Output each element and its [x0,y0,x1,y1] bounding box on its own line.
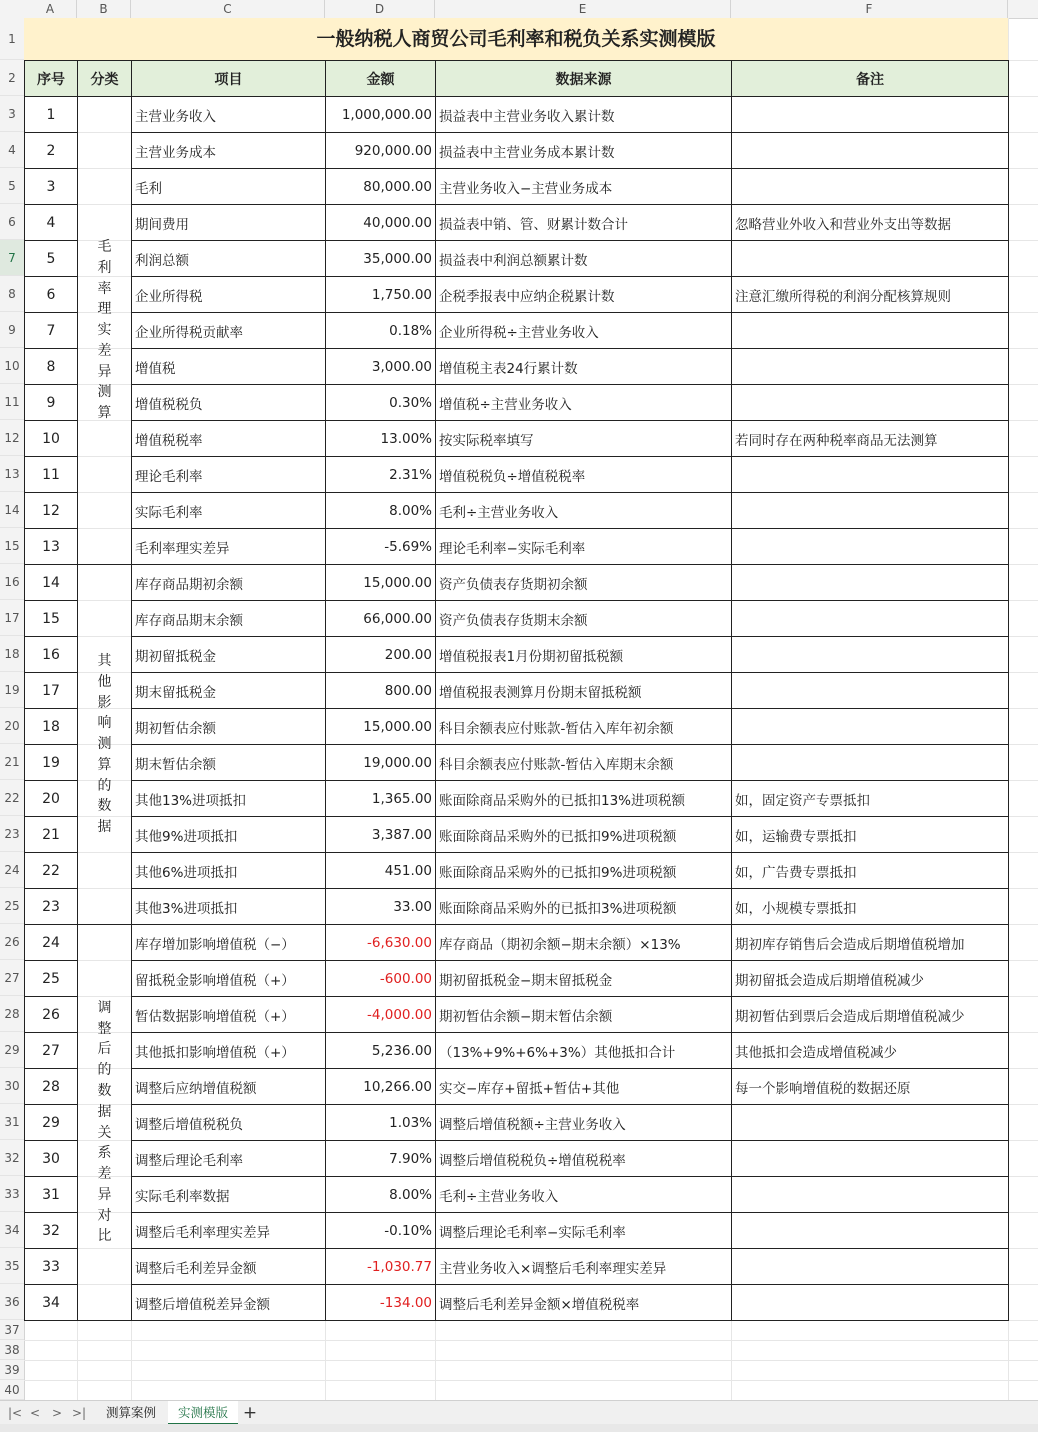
item-cell[interactable]: 理论毛利率 [132,457,326,493]
remark-cell[interactable]: 注意汇缴所得税的利润分配核算规则 [732,277,1009,313]
remark-cell[interactable] [732,673,1009,709]
source-cell[interactable]: 期初暂估余额−期末暂估余额 [436,997,732,1033]
amount-cell[interactable]: 800.00 [326,673,436,709]
row-header[interactable]: 3 [0,96,24,132]
column-header[interactable]: A [24,0,77,18]
item-cell[interactable]: 企业所得税 [132,277,326,313]
table-row [25,241,1009,277]
item-cell[interactable]: 库存商品期初余额 [132,565,326,601]
item-cell[interactable]: 增值税税率 [132,421,326,457]
row-header[interactable]: 34 [0,1212,24,1248]
amount-cell[interactable]: -6,630.00 [326,925,436,961]
next-sheet-button[interactable]: > [52,1406,63,1420]
row-header[interactable]: 9 [0,312,24,348]
row-number-cell[interactable]: 9 [25,385,78,421]
column-header[interactable]: E [435,0,731,18]
source-cell[interactable]: 资产负债表存货期初余额 [436,565,732,601]
remark-cell[interactable] [732,529,1009,565]
column-header-bar [0,0,1038,19]
row-number-cell[interactable]: 13 [25,529,78,565]
table-row [25,889,1009,925]
row-header[interactable]: 28 [0,996,24,1032]
table-row [25,997,1009,1033]
remark-cell[interactable]: 忽略营业外收入和营业外支出等数据 [732,205,1009,241]
header-category[interactable]: 分类 [78,61,132,97]
amount-cell[interactable]: -1,030.77 [326,1249,436,1285]
row-number-cell[interactable]: 25 [25,961,78,997]
source-cell[interactable]: 增值税÷主营业务收入 [436,385,732,421]
remark-cell[interactable] [732,385,1009,421]
source-cell[interactable]: 企业所得税÷主营业务收入 [436,313,732,349]
item-cell[interactable]: 期初留抵税金 [132,637,326,673]
remark-cell[interactable]: 期初留抵会造成后期增值税减少 [732,961,1009,997]
row-header[interactable]: 19 [0,672,24,708]
amount-cell[interactable]: 920,000.00 [326,133,436,169]
source-cell[interactable]: 账面除商品采购外的已抵扣13%进项税额 [436,781,732,817]
table-row [25,421,1009,457]
row-number-cell[interactable]: 31 [25,1177,78,1213]
item-cell[interactable]: 调整后毛利差异金额 [132,1249,326,1285]
row-header[interactable]: 40 [0,1380,24,1400]
source-cell[interactable]: 实交−库存+留抵+暂估+其他 [436,1069,732,1105]
remark-cell[interactable] [732,1177,1009,1213]
source-cell[interactable]: 科目余额表应付账款-暂估入库期末余额 [436,745,732,781]
item-cell[interactable]: 其他9%进项抵扣 [132,817,326,853]
row-number-cell[interactable]: 29 [25,1105,78,1141]
gridline [24,1340,1038,1341]
amount-cell[interactable]: 0.30% [326,385,436,421]
source-cell[interactable]: 增值税税负÷增值税税率 [436,457,732,493]
table-row [25,205,1009,241]
row-header[interactable]: 35 [0,1248,24,1284]
amount-cell[interactable]: 7.90% [326,1141,436,1177]
table-row [25,709,1009,745]
row-header[interactable]: 4 [0,132,24,168]
row-header[interactable]: 7 [0,240,24,276]
remark-cell[interactable]: 每一个影响增值税的数据还原 [732,1069,1009,1105]
amount-cell[interactable]: 8.00% [326,493,436,529]
remark-cell[interactable] [732,349,1009,385]
row-number-cell[interactable]: 17 [25,673,78,709]
item-cell[interactable]: 留抵税金影响增值税（+） [132,961,326,997]
row-header[interactable]: 21 [0,744,24,780]
amount-cell[interactable]: 15,000.00 [326,565,436,601]
item-cell[interactable]: 调整后增值税差异金额 [132,1285,326,1321]
row-number-cell[interactable]: 27 [25,1033,78,1069]
prev-sheet-button[interactable]: < [30,1406,41,1420]
row-header[interactable]: 23 [0,816,24,852]
item-cell[interactable]: 调整后增值税税负 [132,1105,326,1141]
row-header[interactable]: 31 [0,1104,24,1140]
row-number-cell[interactable]: 32 [25,1213,78,1249]
remark-cell[interactable]: 如，固定资产专票抵扣 [732,781,1009,817]
row-number-cell[interactable]: 8 [25,349,78,385]
row-header[interactable]: 39 [0,1360,24,1380]
amount-cell[interactable]: 1,750.00 [326,277,436,313]
item-cell[interactable]: 期末留抵税金 [132,673,326,709]
sheet-tab-template[interactable]: 实测模版 [168,1401,238,1425]
source-cell[interactable]: 调整后增值税税负÷增值税税率 [436,1141,732,1177]
category-cell[interactable] [78,97,132,565]
table-row [25,169,1009,205]
amount-cell[interactable]: 40,000.00 [326,205,436,241]
row-header[interactable]: 6 [0,204,24,240]
table-row [25,385,1009,421]
row-header[interactable]: 15 [0,528,24,564]
column-header[interactable]: B [77,0,131,18]
row-header[interactable]: 26 [0,924,24,960]
source-cell[interactable]: 账面除商品采购外的已抵扣9%进项税额 [436,853,732,889]
row-number-cell[interactable]: 1 [25,97,78,133]
source-cell[interactable]: 增值税报表测算月份期末留抵税额 [436,673,732,709]
table-row [25,961,1009,997]
remark-cell[interactable] [732,637,1009,673]
item-cell[interactable]: 期末暂估余额 [132,745,326,781]
row-number-cell[interactable]: 7 [25,313,78,349]
source-cell[interactable]: 资产负债表存货期末余额 [436,601,732,637]
source-cell[interactable]: 期初留抵税金−期末留抵税金 [436,961,732,997]
remark-cell[interactable] [732,1141,1009,1177]
item-cell[interactable]: 增值税税负 [132,385,326,421]
source-cell[interactable]: 调整后增值税额÷主营业务收入 [436,1105,732,1141]
amount-cell[interactable]: 80,000.00 [326,169,436,205]
remark-cell[interactable]: 期初库存销售后会造成后期增值税增加 [732,925,1009,961]
row-header[interactable]: 16 [0,564,24,600]
table-row [25,1285,1009,1321]
amount-cell[interactable]: -600.00 [326,961,436,997]
source-cell[interactable]: 损益表中主营业务成本累计数 [436,133,732,169]
table-row [25,457,1009,493]
row-number-cell[interactable]: 5 [25,241,78,277]
gridline [24,1380,1038,1381]
source-cell[interactable]: 损益表中销、管、财累计数合计 [436,205,732,241]
row-header[interactable]: 11 [0,384,24,420]
item-cell[interactable]: 利润总额 [132,241,326,277]
source-cell[interactable]: 毛利÷主营业务收入 [436,493,732,529]
item-cell[interactable]: 其他抵扣影响增值税（+） [132,1033,326,1069]
amount-cell[interactable]: 66,000.00 [326,601,436,637]
table-row [25,133,1009,169]
category-label: 其他影响测算的数据 [97,652,112,836]
amount-cell[interactable]: 2.31% [326,457,436,493]
item-cell[interactable]: 其他13%进项抵扣 [132,781,326,817]
row-number-cell[interactable]: 22 [25,853,78,889]
column-header[interactable]: D [325,0,435,18]
table-row [25,673,1009,709]
row-number-cell[interactable]: 23 [25,889,78,925]
row-header[interactable]: 14 [0,492,24,528]
table-row [25,745,1009,781]
category-label: 调整后的数据关系差异对比 [97,999,112,1245]
table-row [25,313,1009,349]
item-cell[interactable]: 期初暂估余额 [132,709,326,745]
column-header[interactable]: F [731,0,1008,18]
row-number-cell[interactable]: 12 [25,493,78,529]
item-cell[interactable]: 其他6%进项抵扣 [132,853,326,889]
sheet-tab-cases[interactable]: 测算案例 [105,1405,156,1420]
row-header[interactable]: 27 [0,960,24,996]
row-number-cell[interactable]: 21 [25,817,78,853]
amount-cell[interactable]: -4,000.00 [326,997,436,1033]
row-header[interactable]: 37 [0,1320,24,1340]
amount-cell[interactable]: 3,387.00 [326,817,436,853]
table-row [25,637,1009,673]
item-cell[interactable]: 毛利率理实差异 [132,529,326,565]
amount-cell[interactable]: 1,000,000.00 [326,97,436,133]
remark-cell[interactable] [732,1105,1009,1141]
row-number-cell[interactable]: 30 [25,1141,78,1177]
remark-cell[interactable] [732,1285,1009,1321]
category-label: 毛利率理实差异测算 [97,238,112,422]
row-header[interactable]: 8 [0,276,24,312]
remark-cell[interactable] [732,457,1009,493]
amount-cell[interactable]: 13.00% [326,421,436,457]
remark-cell[interactable] [732,493,1009,529]
table-row [25,97,1009,133]
category-cell[interactable] [78,565,132,925]
table-row [25,1249,1009,1285]
remark-cell[interactable] [732,1249,1009,1285]
item-cell[interactable]: 实际毛利率数据 [132,1177,326,1213]
amount-cell[interactable]: -134.00 [326,1285,436,1321]
source-cell[interactable]: 增值税报表1月份期初留抵税额 [436,637,732,673]
item-cell[interactable]: 期间费用 [132,205,326,241]
source-cell[interactable]: 损益表中主营业务收入累计数 [436,97,732,133]
remark-cell[interactable]: 期初暂估到票后会造成后期增值税减少 [732,997,1009,1033]
amount-cell[interactable]: -0.10% [326,1213,436,1249]
item-cell[interactable]: 增值税 [132,349,326,385]
row-number-cell[interactable]: 26 [25,997,78,1033]
source-cell[interactable]: （13%+9%+6%+3%）其他抵扣合计 [436,1033,732,1069]
row-number-cell[interactable]: 3 [25,169,78,205]
table-row [25,853,1009,889]
source-cell[interactable]: 理论毛利率−实际毛利率 [436,529,732,565]
source-cell[interactable]: 调整后理论毛利率−实际毛利率 [436,1213,732,1249]
remark-cell[interactable] [732,1213,1009,1249]
sheet-tab-bar [0,1400,1038,1425]
remark-cell[interactable] [732,745,1009,781]
first-sheet-button[interactable]: |< [8,1406,23,1420]
row-header-bar [0,18,25,1400]
remark-cell[interactable] [732,97,1009,133]
row-header[interactable]: 33 [0,1176,24,1212]
add-sheet-button[interactable]: + [242,1403,258,1423]
item-cell[interactable]: 其他3%进项抵扣 [132,889,326,925]
row-header[interactable]: 20 [0,708,24,744]
table-row [25,1177,1009,1213]
item-cell[interactable]: 毛利 [132,169,326,205]
row-header[interactable]: 22 [0,780,24,816]
remark-cell[interactable] [732,133,1009,169]
table-row [25,925,1009,961]
table-row [25,349,1009,385]
row-number-cell[interactable]: 18 [25,709,78,745]
remark-cell[interactable] [732,709,1009,745]
amount-cell[interactable]: 10,266.00 [326,1069,436,1105]
remark-cell[interactable] [732,565,1009,601]
table-row [25,493,1009,529]
status-bar [0,1424,1038,1432]
row-number-cell[interactable]: 28 [25,1069,78,1105]
source-cell[interactable]: 账面除商品采购外的已抵扣9%进项税额 [436,817,732,853]
remark-cell[interactable] [732,601,1009,637]
row-number-cell[interactable]: 24 [25,925,78,961]
table-row [25,781,1009,817]
amount-cell[interactable]: 0.18% [326,313,436,349]
item-cell[interactable]: 库存商品期末余额 [132,601,326,637]
remark-cell[interactable]: 其他抵扣会造成增值税减少 [732,1033,1009,1069]
row-header[interactable]: 5 [0,168,24,204]
table-row [25,817,1009,853]
row-number-cell[interactable]: 15 [25,601,78,637]
header-source[interactable]: 数据来源 [436,61,732,97]
table-row [25,565,1009,601]
remark-cell[interactable]: 如，广告费专票抵扣 [732,853,1009,889]
column-header[interactable]: C [131,0,325,18]
table-row [25,1069,1009,1105]
row-number-cell[interactable]: 33 [25,1249,78,1285]
source-cell[interactable]: 按实际税率填写 [436,421,732,457]
row-header[interactable]: 18 [0,636,24,672]
row-header[interactable]: 24 [0,852,24,888]
row-header[interactable]: 32 [0,1140,24,1176]
table-row [25,1105,1009,1141]
header-remark[interactable]: 备注 [732,61,1009,97]
row-header[interactable]: 2 [0,60,24,96]
table-row [25,1141,1009,1177]
row-header[interactable]: 13 [0,456,24,492]
source-cell[interactable]: 科目余额表应付账款-暂估入库年初余额 [436,709,732,745]
row-header[interactable]: 25 [0,888,24,924]
row-header[interactable]: 12 [0,420,24,456]
row-number-cell[interactable]: 20 [25,781,78,817]
source-cell[interactable]: 调整后毛利差异金额×增值税税率 [436,1285,732,1321]
table-row [25,1213,1009,1249]
sheet-title[interactable]: 一般纳税人商贸公司毛利率和税负关系实测模版 [24,18,1008,61]
gridline [24,1360,1038,1361]
amount-cell[interactable]: 3,000.00 [326,349,436,385]
amount-cell[interactable]: 8.00% [326,1177,436,1213]
table-row [25,529,1009,565]
row-number-cell[interactable]: 4 [25,205,78,241]
remark-cell[interactable]: 如，小规模专票抵扣 [732,889,1009,925]
row-number-cell[interactable]: 19 [25,745,78,781]
item-cell[interactable]: 库存增加影响增值税（−） [132,925,326,961]
source-cell[interactable]: 损益表中利润总额累计数 [436,241,732,277]
remark-cell[interactable] [732,169,1009,205]
remark-cell[interactable] [732,313,1009,349]
last-sheet-button[interactable]: >| [72,1406,87,1420]
item-cell[interactable]: 企业所得税贡献率 [132,313,326,349]
source-cell[interactable]: 库存商品（期初余额−期末余额）×13% [436,925,732,961]
row-number-cell[interactable]: 10 [25,421,78,457]
source-cell[interactable]: 账面除商品采购外的已抵扣3%进项税额 [436,889,732,925]
item-cell[interactable]: 暂估数据影响增值税（+） [132,997,326,1033]
row-number-cell[interactable]: 11 [25,457,78,493]
row-header[interactable]: 38 [0,1340,24,1360]
item-cell[interactable]: 调整后毛利率理实差异 [132,1213,326,1249]
category-cell[interactable] [78,925,132,1321]
item-cell[interactable]: 主营业务成本 [132,133,326,169]
data-table [24,60,1009,1321]
row-number-cell[interactable]: 6 [25,277,78,313]
remark-cell[interactable]: 若同时存在两种税率商品无法测算 [732,421,1009,457]
item-cell[interactable]: 实际毛利率 [132,493,326,529]
amount-cell[interactable]: 33.00 [326,889,436,925]
amount-cell[interactable]: 1.03% [326,1105,436,1141]
row-number-cell[interactable]: 34 [25,1285,78,1321]
row-number-cell[interactable]: 2 [25,133,78,169]
item-cell[interactable]: 调整后理论毛利率 [132,1141,326,1177]
amount-cell[interactable]: 19,000.00 [326,745,436,781]
table-row [25,1033,1009,1069]
row-header[interactable]: 29 [0,1032,24,1068]
amount-cell[interactable]: -5.69% [326,529,436,565]
row-number-cell[interactable]: 16 [25,637,78,673]
item-cell[interactable]: 调整后应纳增值税额 [132,1069,326,1105]
row-header[interactable]: 1 [0,18,24,60]
source-cell[interactable]: 毛利÷主营业务收入 [436,1177,732,1213]
source-cell[interactable]: 增值税主表24行累计数 [436,349,732,385]
row-header[interactable]: 30 [0,1068,24,1104]
amount-cell[interactable]: 451.00 [326,853,436,889]
table-header-row [25,61,1009,97]
amount-cell[interactable]: 35,000.00 [326,241,436,277]
amount-cell[interactable]: 15,000.00 [326,709,436,745]
remark-cell[interactable]: 如，运输费专票抵扣 [732,817,1009,853]
table-row [25,277,1009,313]
table-row [25,601,1009,637]
source-cell[interactable]: 企税季报表中应纳企税累计数 [436,277,732,313]
source-cell[interactable]: 主营业务收入×调整后毛利率理实差异 [436,1249,732,1285]
header-amount[interactable]: 金额 [326,61,436,97]
row-header[interactable]: 36 [0,1284,24,1320]
row-number-cell[interactable]: 14 [25,565,78,601]
header-item[interactable]: 项目 [132,61,326,97]
remark-cell[interactable] [732,241,1009,277]
source-cell[interactable]: 主营业务收入−主营业务成本 [436,169,732,205]
amount-cell[interactable]: 5,236.00 [326,1033,436,1069]
row-header[interactable]: 10 [0,348,24,384]
amount-cell[interactable]: 200.00 [326,637,436,673]
amount-cell[interactable]: 1,365.00 [326,781,436,817]
item-cell[interactable]: 主营业务收入 [132,97,326,133]
row-header[interactable]: 17 [0,600,24,636]
header-no[interactable]: 序号 [25,61,78,97]
